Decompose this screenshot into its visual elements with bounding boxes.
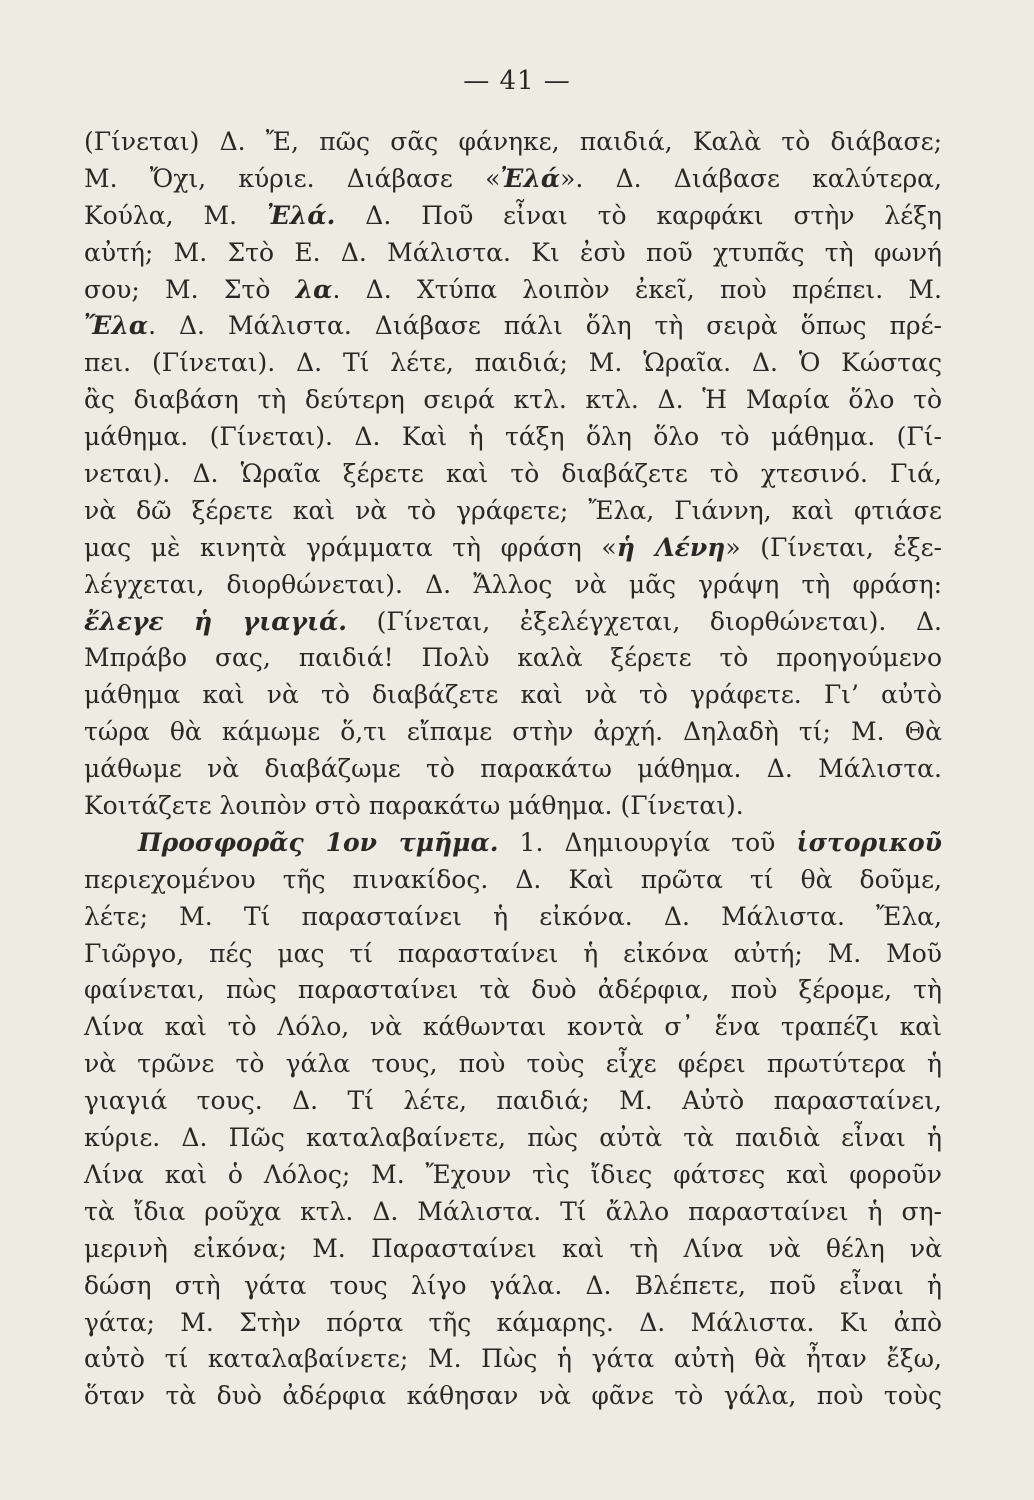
text-segment: Κούλα, Μ. [84,200,267,230]
emphasized-text: Ἐλά [500,163,561,193]
text-segment: αὐτή; Μ. Στὸ Ε. Δ. Μάλιστα. Κι ἐσὺ ποῦ χτυπᾶς τὴ φωνή [84,237,942,267]
text-line [84,567,942,604]
text-line [84,530,942,567]
text-line [84,308,942,345]
text-segment: φαίνεται, πὼς παρασταίνει τὰ δυὸ ἀδέρφια, ποὺ ξέρομε, τὴ [84,975,942,1005]
text-line [84,1268,942,1305]
text-segment: περιεχομένου τῆς πινακίδος. Δ. Καὶ πρῶτα τί θὰ δοῦμε, [84,864,942,894]
text-segment: Μ. Ὄχι, κύριε. Διάβασε « [84,163,501,193]
text-segment: ἂς διαβάση τὴ δεύτερη σειρά κτλ. κτλ. Δ. Ἡ Μαρία ὅλο τὸ [84,385,942,415]
text-line [84,1305,942,1342]
text-line [84,272,942,309]
text-line [84,1083,942,1120]
text-segment: νὰ τρῶνε τὸ γάλα τους, ποὺ τοὺς εἶχε φέρει πρωτύτερα ἡ [84,1049,942,1079]
text-segment: μάθημα. (Γίνεται). Δ. Καὶ ἡ τάξη ὅλη ὅλο τὸ μάθημα. (Γί- [84,422,942,452]
text-line [84,1194,942,1231]
text-segment: αὐτὸ τί καταλαβαίνετε; Μ. Πὼς ἡ γάτα αὐτὴ θὰ ἦταν ἔξω, [84,1344,942,1374]
text-segment: πει. (Γίνεται). Δ. Τί λέτε, παιδιά; Μ. Ὡραῖα. Δ. Ὁ Κώστας [84,348,942,378]
text-line [84,161,942,198]
text-segment: μας μὲ κινητὰ γράμματα τὴ φράση « [84,532,617,562]
text-segment: » (Γίνεται, ἐξε- [725,532,942,562]
text-line [84,345,942,382]
text-line [84,972,942,1009]
emphasized-text: λα [295,274,333,304]
text-line [84,604,942,641]
text-segment: λέτε; Μ. Τί παρασταίνει ἡ εἰκόνα. Δ. Μάλιστα. Ἔλα, [84,901,942,931]
text-segment: Κοιτάζετε λοιπὸν στὸ παρακάτω μάθημα. (Γίνεται). [84,791,744,821]
text-line [84,825,942,862]
text-segment: κύριε. Δ. Πῶς καταλαβαίνετε, πὼς αὐτὰ τὰ παιδιὰ εἶναι ἡ [84,1123,942,1153]
text-segment: Δ. Ποῦ εἶναι τὸ καρφάκι στὴν λέξη [335,200,942,230]
text-line [84,1231,942,1268]
text-segment: (Γίνεται) Δ. Ἔ, πῶς σᾶς φάνηκε, παιδιά, Καλὰ τὸ διάβασε; [84,127,942,156]
text-line [84,1341,942,1378]
text-line [84,456,942,493]
text-line [84,1120,942,1157]
text-line [84,419,942,456]
text-line [84,124,942,161]
text-segment: . Δ. Μάλιστα. Διάβασε πάλι ὅλη τὴ σειρὰ ὅπως πρέ- [148,311,942,341]
text-segment: λέγχεται, διορθώνεται). Δ. Ἄλλος νὰ μᾶς γράψη τὴ φράση: [84,569,942,599]
emphasized-text: ἱστορικοῦ [796,827,942,857]
text-line [84,862,942,899]
text-segment: νεται). Δ. Ὡραῖα ξέρετε καὶ τὸ διαβάζετε τὸ χτεσινό. Γιά, [84,459,942,489]
text-line [84,640,942,677]
emphasized-text: ἡ Λένη [616,532,726,562]
text-line [84,198,942,235]
text-segment: δώση στὴ γάτα τους λίγο γάλα. Δ. Βλέπετε, ποῦ εἶναι ἡ [84,1270,942,1300]
text-segment: μάθημα καὶ νὰ τὸ διαβάζετε καὶ νὰ τὸ γράφετε. Γι’ αὐτὸ [84,680,942,710]
text-segment: ὅταν τὰ δυὸ ἀδέρφια κάθησαν νὰ φᾶνε τὸ γάλα, ποὺ τοὺς [84,1381,942,1411]
text-line [84,677,942,714]
text-line [84,936,942,973]
text-line [84,1378,942,1415]
body-text [84,124,942,1415]
text-line [84,899,942,936]
text-segment: Μπράβο σας, παιδιά! Πολὺ καλὰ ξέρετε τὸ προηγούμενο [84,643,942,673]
text-segment: τὰ ἴδια ροῦχα κτλ. Δ. Μάλιστα. Τί ἄλλο παρασταίνει ἡ ση- [84,1196,942,1226]
text-line [84,493,942,530]
text-segment: Γιῶργο, πές μας τί παρασταίνει ἡ εἰκόνα αὐτή; Μ. Μοῦ [84,938,942,968]
text-segment: . Δ. Χτύπα λοιπὸν ἐκεῖ, ποὺ πρέπει. Μ. [332,274,942,304]
text-line [84,714,942,751]
emphasized-text: Ἐλά. [266,200,336,230]
text-segment: γάτα; Μ. Στὴν πόρτα τῆς κάμαρης. Δ. Μάλιστα. Κι ἀπὸ [84,1307,942,1337]
text-line [84,751,942,788]
text-segment: μάθωμε νὰ διαβάζωμε τὸ παρακάτω μάθημα. Δ. Μάλιστα. [84,754,942,784]
text-line [84,1157,942,1194]
emphasized-text: ἔλεγε ἡ γιαγιά. [84,606,348,636]
text-segment: μερινὴ εἰκόνα; Μ. Παρασταίνει καὶ τὴ Λίνα νὰ θέλη νὰ [84,1233,942,1263]
text-segment: ». Δ. Διάβασε καλύτερα, [560,163,942,193]
text-line [84,788,942,825]
text-line [84,235,942,272]
emphasized-text: Προσφορᾶς 1ον τμῆμα. [138,827,499,857]
text-line [84,1009,942,1046]
text-segment: (Γίνεται, ἐξελέγχεται, διορθώνεται). Δ. [347,606,942,636]
text-segment: νὰ δῶ ξέρετε καὶ νὰ τὸ γράφετε; Ἔλα, Γιάννη, καὶ φτιάσε [84,495,942,525]
page-number: — 41 — [463,66,571,96]
text-segment: Λίνα καὶ τὸ Λόλο, νὰ κάθωνται κοντὰ σ᾽ ἕνα τραπέζι καὶ [84,1012,942,1042]
emphasized-text: Ἔλα [84,311,149,341]
text-segment: 1. Δημιουργία τοῦ [498,827,797,857]
text-segment: σου; Μ. Στὸ [84,274,296,304]
text-segment: τώρα θὰ κάμωμε ὅ,τι εἴπαμε στὴν ἀρχή. Δηλαδὴ τί; Μ. Θὰ [84,717,942,747]
text-segment: Λίνα καὶ ὁ Λόλος; Μ. Ἔχουν τὶς ἴδιες φάτσες καὶ φοροῦν [84,1159,942,1189]
text-segment: γιαγιά τους. Δ. Τί λέτε, παιδιά; Μ. Αὐτὸ παρασταίνει, [84,1086,942,1116]
text-line [84,382,942,419]
text-line [84,1046,942,1083]
